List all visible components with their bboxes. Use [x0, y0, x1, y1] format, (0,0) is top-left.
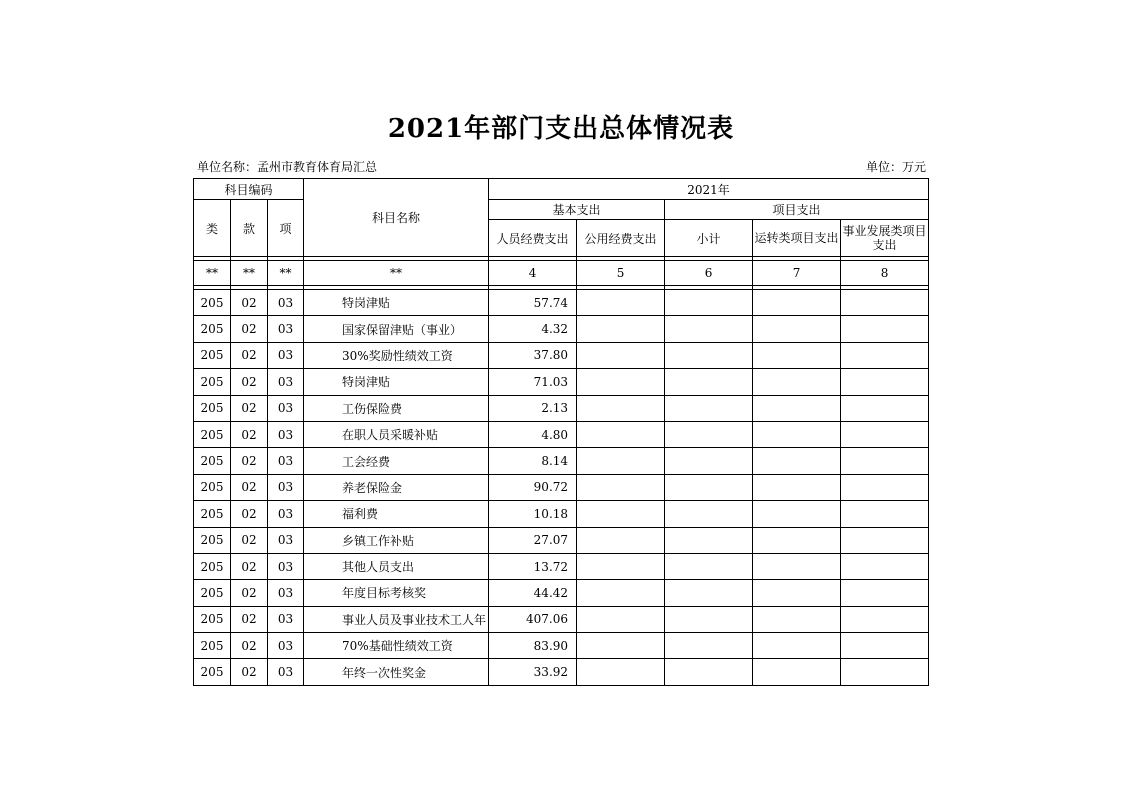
subject-name-cell: 特岗津贴 [304, 290, 489, 316]
table-row [194, 633, 929, 659]
lei-cell: 205 [194, 659, 231, 685]
table-row [194, 290, 929, 316]
development-cell [841, 606, 929, 632]
subtotal-cell [665, 501, 753, 527]
header-project: 项目支出 [665, 200, 929, 220]
personnel-cell: 44.42 [489, 580, 577, 606]
header-basic: 基本支出 [489, 200, 665, 220]
lei-cell: 205 [194, 395, 231, 421]
xiang-cell: 03 [268, 580, 304, 606]
development-cell [841, 290, 929, 316]
code-cell: ** [194, 261, 231, 286]
personnel-cell: 37.80 [489, 342, 577, 368]
public-cell [577, 474, 665, 500]
personnel-cell: 83.90 [489, 633, 577, 659]
subject-name-cell: 年度目标考核奖 [304, 580, 489, 606]
code-row [194, 261, 929, 286]
table-row [194, 421, 929, 447]
operation-cell [753, 580, 841, 606]
personnel-cell: 57.74 [489, 290, 577, 316]
operation-cell [753, 342, 841, 368]
personnel-cell: 90.72 [489, 474, 577, 500]
table-row [194, 395, 929, 421]
xiang-cell: 03 [268, 474, 304, 500]
lei-cell: 205 [194, 580, 231, 606]
public-cell [577, 527, 665, 553]
development-cell [841, 553, 929, 579]
header-year: 2021年 [489, 179, 929, 200]
operation-cell [753, 421, 841, 447]
subject-name-cell: 70%基础性绩效工资 [304, 633, 489, 659]
kuan-cell: 02 [231, 606, 268, 632]
subtotal-cell [665, 342, 753, 368]
public-cell [577, 342, 665, 368]
subject-name-cell: 工会经费 [304, 448, 489, 474]
xiang-cell: 03 [268, 553, 304, 579]
table-body [194, 290, 929, 686]
kuan-cell: 02 [231, 580, 268, 606]
development-cell [841, 316, 929, 342]
subtotal-cell [665, 421, 753, 447]
unit-label: 单位：万元 [865, 160, 926, 174]
kuan-cell: 02 [231, 633, 268, 659]
xiang-cell: 03 [268, 448, 304, 474]
code-cell: ** [268, 261, 304, 286]
public-cell [577, 395, 665, 421]
operation-cell [753, 527, 841, 553]
xiang-cell: 03 [268, 659, 304, 685]
operation-cell [753, 606, 841, 632]
operation-cell [753, 553, 841, 579]
subtotal-cell [665, 553, 753, 579]
lei-cell: 205 [194, 501, 231, 527]
public-cell [577, 448, 665, 474]
personnel-cell: 407.06 [489, 606, 577, 632]
code-cell: 7 [753, 261, 841, 286]
kuan-cell: 02 [231, 316, 268, 342]
lei-cell: 205 [194, 553, 231, 579]
kuan-cell: 02 [231, 474, 268, 500]
subtotal-cell [665, 395, 753, 421]
xiang-cell: 03 [268, 369, 304, 395]
xiang-cell: 03 [268, 342, 304, 368]
personnel-cell: 33.92 [489, 659, 577, 685]
subject-name-cell: 国家保留津贴（事业） [304, 316, 489, 342]
subtotal-cell [665, 606, 753, 632]
subject-name-cell: 特岗津贴 [304, 369, 489, 395]
public-cell [577, 633, 665, 659]
subtotal-cell [665, 369, 753, 395]
header-lei: 类 [194, 200, 231, 257]
table-row [194, 553, 929, 579]
xiang-cell: 03 [268, 395, 304, 421]
subtotal-cell [665, 580, 753, 606]
subject-name-cell: 其他人员支出 [304, 553, 489, 579]
public-cell [577, 580, 665, 606]
table-row [194, 342, 929, 368]
lei-cell: 205 [194, 448, 231, 474]
code-cell: ** [304, 261, 489, 286]
kuan-cell: 02 [231, 342, 268, 368]
table-row [194, 474, 929, 500]
header-subject-code: 科目编码 [194, 179, 304, 200]
subject-name-cell: 事业人员及事业技术工人年 [304, 606, 489, 632]
operation-cell [753, 474, 841, 500]
development-cell [841, 580, 929, 606]
subtotal-cell [665, 474, 753, 500]
table-row [194, 369, 929, 395]
kuan-cell: 02 [231, 448, 268, 474]
subtotal-cell [665, 659, 753, 685]
table-row [194, 606, 929, 632]
personnel-cell: 2.13 [489, 395, 577, 421]
public-cell [577, 316, 665, 342]
kuan-cell: 02 [231, 553, 268, 579]
table-row [194, 448, 929, 474]
development-cell [841, 474, 929, 500]
xiang-cell: 03 [268, 501, 304, 527]
operation-cell [753, 633, 841, 659]
xiang-cell: 03 [268, 316, 304, 342]
header-kuan: 款 [231, 200, 268, 257]
page-title: 2021年部门支出总体情况表 [387, 114, 735, 144]
public-cell [577, 421, 665, 447]
kuan-cell: 02 [231, 395, 268, 421]
code-cell: ** [231, 261, 268, 286]
operation-cell [753, 659, 841, 685]
personnel-cell: 8.14 [489, 448, 577, 474]
personnel-cell: 4.80 [489, 421, 577, 447]
lei-cell: 205 [194, 342, 231, 368]
header-personnel: 人员经费支出 [489, 220, 577, 257]
development-cell [841, 501, 929, 527]
kuan-cell: 02 [231, 290, 268, 316]
development-cell [841, 369, 929, 395]
kuan-cell: 02 [231, 501, 268, 527]
code-cell: 8 [841, 261, 929, 286]
subject-name-cell: 在职人员采暖补贴 [304, 421, 489, 447]
subtotal-cell [665, 290, 753, 316]
subject-name-cell: 福利费 [304, 501, 489, 527]
code-cell: 6 [665, 261, 753, 286]
kuan-cell: 02 [231, 421, 268, 447]
xiang-cell: 03 [268, 527, 304, 553]
operation-cell [753, 448, 841, 474]
development-cell [841, 659, 929, 685]
personnel-cell: 13.72 [489, 553, 577, 579]
subject-name-cell: 乡镇工作补贴 [304, 527, 489, 553]
personnel-cell: 71.03 [489, 369, 577, 395]
table-row [194, 316, 929, 342]
operation-cell [753, 316, 841, 342]
xiang-cell: 03 [268, 606, 304, 632]
operation-cell [753, 395, 841, 421]
header-development: 事业发展类项目支出 [841, 220, 929, 257]
development-cell [841, 421, 929, 447]
development-cell [841, 342, 929, 368]
header-public: 公用经费支出 [577, 220, 665, 257]
personnel-cell: 10.18 [489, 501, 577, 527]
public-cell [577, 659, 665, 685]
lei-cell: 205 [194, 606, 231, 632]
table-row [194, 527, 929, 553]
lei-cell: 205 [194, 316, 231, 342]
expenditure-table [193, 178, 929, 686]
subject-name-cell: 工伤保险费 [304, 395, 489, 421]
public-cell [577, 553, 665, 579]
development-cell [841, 395, 929, 421]
public-cell [577, 606, 665, 632]
subject-name-cell: 年终一次性奖金 [304, 659, 489, 685]
kuan-cell: 02 [231, 659, 268, 685]
table-header [194, 179, 929, 290]
xiang-cell: 03 [268, 421, 304, 447]
development-cell [841, 527, 929, 553]
xiang-cell: 03 [268, 290, 304, 316]
kuan-cell: 02 [231, 527, 268, 553]
header-operation: 运转类项目支出 [753, 220, 841, 257]
subject-name-cell: 30%奖励性绩效工资 [304, 342, 489, 368]
development-cell [841, 633, 929, 659]
lei-cell: 205 [194, 421, 231, 447]
operation-cell [753, 369, 841, 395]
header-xiang: 项 [268, 200, 304, 257]
xiang-cell: 03 [268, 633, 304, 659]
subtotal-cell [665, 316, 753, 342]
unit-name: 单位名称：孟州市教育体育局汇总 [197, 160, 378, 174]
subtotal-cell [665, 527, 753, 553]
public-cell [577, 501, 665, 527]
code-cell: 4 [489, 261, 577, 286]
subject-name-cell: 养老保险金 [304, 474, 489, 500]
lei-cell: 205 [194, 290, 231, 316]
subtotal-cell [665, 633, 753, 659]
personnel-cell: 27.07 [489, 527, 577, 553]
kuan-cell: 02 [231, 369, 268, 395]
header-subtotal: 小计 [665, 220, 753, 257]
subtotal-cell [665, 448, 753, 474]
operation-cell [753, 501, 841, 527]
table-row [194, 501, 929, 527]
header-subject-name: 科目名称 [304, 179, 489, 257]
lei-cell: 205 [194, 474, 231, 500]
public-cell [577, 290, 665, 316]
lei-cell: 205 [194, 633, 231, 659]
lei-cell: 205 [194, 369, 231, 395]
operation-cell [753, 290, 841, 316]
code-cell: 5 [577, 261, 665, 286]
public-cell [577, 369, 665, 395]
table-row [194, 659, 929, 685]
development-cell [841, 448, 929, 474]
table-row [194, 580, 929, 606]
lei-cell: 205 [194, 527, 231, 553]
personnel-cell: 4.32 [489, 316, 577, 342]
